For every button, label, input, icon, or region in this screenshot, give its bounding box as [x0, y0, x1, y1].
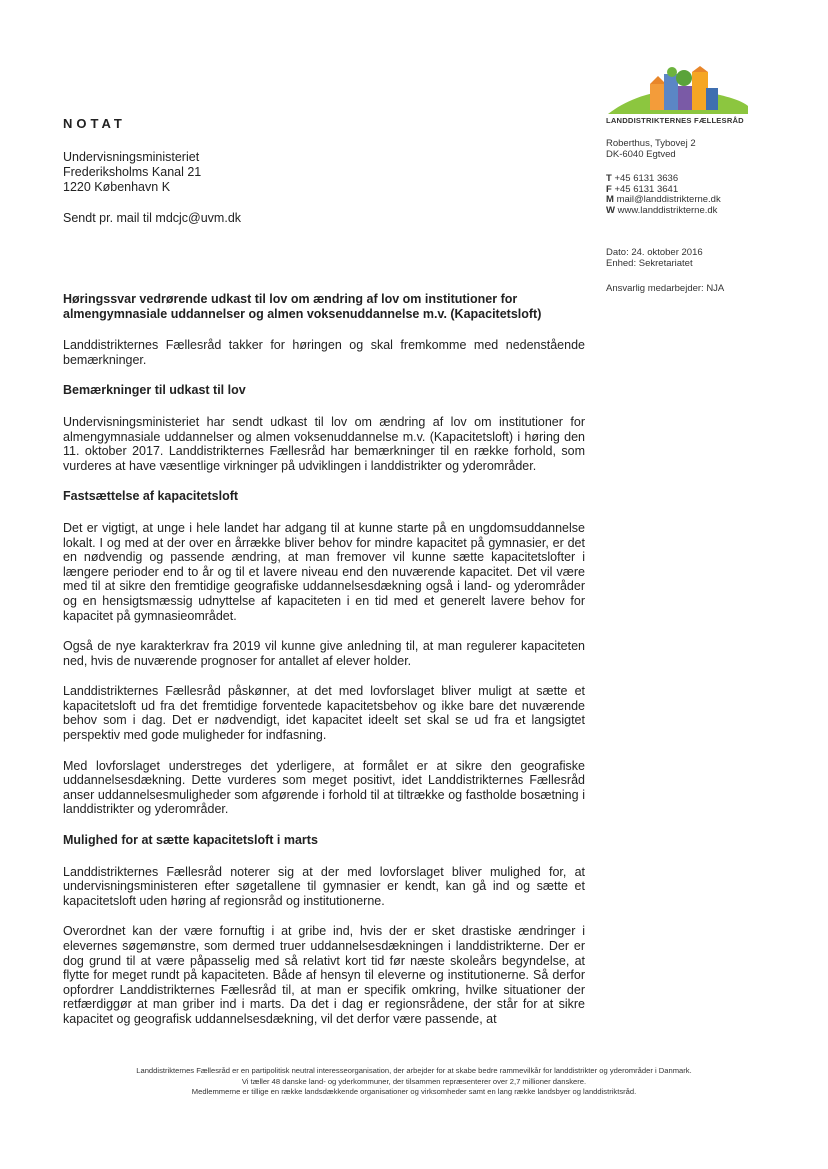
sender-address-line: DK-6040 Egtved: [606, 149, 676, 160]
responsible-employee: Ansvarlig medarbejder: NJA: [606, 283, 725, 294]
logo-tree: [676, 70, 692, 86]
section-heading: Mulighed for at sætte kapacitetsloft i marts: [63, 833, 318, 848]
document-meta: [606, 247, 703, 269]
logo-roof-orange-2: [692, 66, 708, 72]
section-heading: Bemærkninger til udkast til lov: [63, 383, 246, 398]
logo-tree-2: [667, 67, 677, 77]
contact-phone: T +45 6131 3636: [606, 173, 679, 184]
footer-line: Medlemmerne er tillige en række landsdækkende organisationer og virksomheder samt en lang række landsbyer og landdistriktsråd.: [191, 1087, 637, 1096]
logo-house-blue-2: [706, 88, 718, 110]
notat-label: NOTAT: [63, 116, 126, 131]
sender-contact: [606, 174, 721, 216]
contact-web: W www.landdistrikterne.dk: [606, 204, 718, 216]
paragraph: Med lovforslaget understreges det yderligere, at formålet er at sikre den geografiske uddannelsesdækning. Dette vurderes som meget positivt, idet Landdistrikternes Fællesråd anser uddannelsesmuligheder som afgørende i forhold til at tiltrække og fastholde bosætning i landdistrikter og yderområder.: [63, 758, 585, 817]
sender-address: [606, 138, 696, 160]
logo-house-blue: [664, 74, 678, 110]
paragraph: Også de nye karakterkrav fra 2019 vil kunne give anledning til, at man regulerer kapaciteten ned, hvis de nuværende prognoser for antallet af elever holder.: [63, 639, 585, 668]
page-footer: [40, 1066, 788, 1098]
paragraph: Landdistrikternes Fællesråd påskønner, at det med lovforslaget bliver muligt at sætte et kapacitetsloft ud fra det fremtidige forventede kapacitetsbehov og ikke bare det nuværende behov som i dag. Det er nødvendigt, idet kapacitet ideelt set skal se ud fra et langsigtet perspektiv med gode muligheder for indfasning.: [63, 684, 585, 743]
logo-house-purple: [678, 86, 692, 110]
recipient-line: 1220 København K: [63, 180, 171, 194]
intro-paragraph: Landdistrikternes Fællesråd takker for høringen og skal fremkomme med nedenstående bemærkninger.: [63, 338, 585, 367]
section-heading: Fastsættelse af kapacitetsloft: [63, 489, 239, 504]
recipient-address: [63, 150, 201, 195]
unit-line: Enhed: Sekretariatet: [606, 258, 693, 269]
footer-line: Vi tæller 48 danske land- og yderkommuner, der tilsammen repræsenterer over 2,7 millioner danskere.: [241, 1076, 587, 1086]
paragraph: Undervisningsministeriet har sendt udkast til lov om ændring af lov om institutioner for almengymnasiale uddannelser og almen voksenuddannelse m.v. (Kapacitetsloft) i høring den 11. oktober 2017. Landdistrikternes Fællesråd har bemærkninger til en række forhold, som vurderes at have væsentlige virkninger på udviklingen i landdistrikter og yderområder.: [63, 414, 585, 473]
logo-roof-orange: [650, 76, 666, 84]
logo-text: LANDDISTRIKTERNES FÆLLESRÅD: [606, 116, 744, 125]
paragraph: Det er vigtigt, at unge i hele landet har adgang til at kunne starte på en ungdomsuddannelse lokalt. I og med at der over en årrække bliver behov for mindre kapacitet på gymnasier, er det en nødvendig og passende ændring, at man fremover vil kunne sætte kapacitetslofter i længere perioder end to år og til et lavere niveau end den nuværende kapacitet. Det vil være med til at sikre den fremtidige geografiske uddannelsesdækning også i land- og yderområder og en hensigtsmæssig udnyttelse af kapaciteten i en tid med et generelt lavere behov for kapacitet på gymnasieområdet.: [63, 520, 585, 623]
recipient-line: Undervisningsministeriet: [63, 150, 200, 164]
logo-house-orange: [650, 84, 666, 110]
logo-house-orange-2: [692, 72, 708, 110]
contact-fax: F +45 6131 3641: [606, 183, 679, 195]
contact-mail: M mail@landdistrikterne.dk: [606, 194, 721, 205]
footer-line: Landdistrikternes Fællesråd er en partipolitisk neutral interesseorganisation, der arbejder for at skabe bedre rammevilkår for landdistrikter og yderområder i Danmark.: [136, 1066, 692, 1075]
sent-by-mail: Sendt pr. mail til mdcjc@uvm.dk: [63, 211, 242, 225]
letter-body: [63, 292, 585, 1043]
date-line: Dato: 24. oktober 2016: [606, 247, 703, 258]
paragraph: Overordnet kan der være fornuftig i at gribe ind, hvis der er sket drastiske ændringer i elevernes søgemønstre, som dermed truer uddannelsesdækningen i landdistrikterne. Der er dog grund til at være påpasselig med så relativt kort tid før næste skoleårs begyndelse, at flytte for meget rundt på kapaciteten. Både af hensyn til eleverne og institutionerne. Så derfor opfordrer Landdistrikternes Fællesråd til, at man er specifik omkring, hvilke situationer der retfærdiggør at man griber ind i marts. Da det i dag er regionsrådene, der står for at sikre kapacitet og geografisk uddannelsesdækning, vil det derfor være passende, at: [63, 924, 585, 1026]
sender-address-line: Roberthus, Tybovej 2: [606, 138, 696, 149]
letter-title: Høringssvar vedrørende udkast til lov om ændring af lov om institutioner for almengymnasiale uddannelser og almen voksenuddannelse m.v. (Kapacitetsloft): [63, 292, 542, 321]
recipient-line: Frederiksholms Kanal 21: [63, 165, 202, 179]
paragraph: Landdistrikternes Fællesråd noterer sig at der med lovforslaget bliver mulighed for, at undervisningsministeren efter søgetallene til gymnasier er kendt, kan gå ind og sætte et kapacitetsloft uden høring af regionsråd og institutionerne.: [63, 864, 585, 908]
